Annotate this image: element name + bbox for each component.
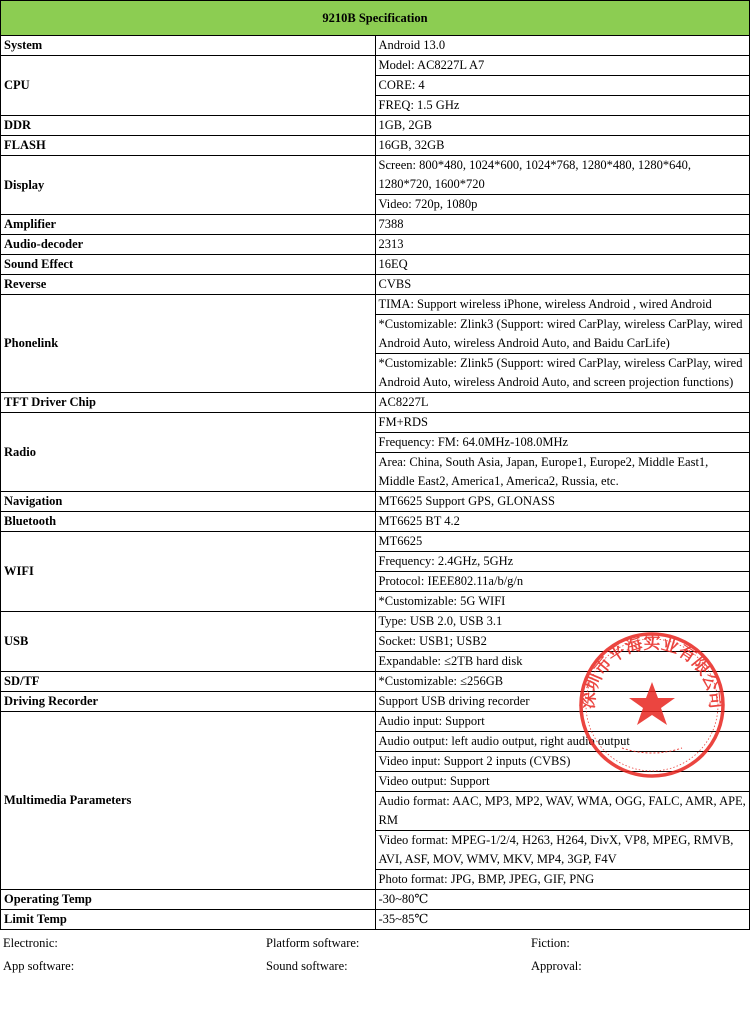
spec-value: Socket: USB1; USB2 xyxy=(375,632,750,652)
spec-row xyxy=(1,156,750,195)
spec-label: Display xyxy=(1,156,376,215)
spec-label: Audio-decoder xyxy=(1,235,376,255)
spec-row xyxy=(1,532,750,552)
spec-value: *Customizable: Zlink3 (Support: wired CarPlay, wireless CarPlay, wired Android Auto, wireless Android Auto, and Baidu CarLife) xyxy=(375,315,750,354)
spec-value: Video: 720p, 1080p xyxy=(375,195,750,215)
spec-label: Amplifier xyxy=(1,215,376,235)
spec-row xyxy=(1,255,750,275)
spec-value: CORE: 4 xyxy=(375,76,750,96)
spec-label: Phonelink xyxy=(1,295,376,393)
spec-value: Frequency: FM: 64.0MHz-108.0MHz xyxy=(375,433,750,453)
spec-label: WIFI xyxy=(1,532,376,612)
spec-row xyxy=(1,492,750,512)
spec-value: Audio input: Support xyxy=(375,712,750,732)
spec-value: Audio format: AAC, MP3, MP2, WAV, WMA, OGG, FALC, AMR, APE, RM xyxy=(375,792,750,831)
spec-label: Navigation xyxy=(1,492,376,512)
spec-label: Driving Recorder xyxy=(1,692,376,712)
spec-value: Screen: 800*480, 1024*600, 1024*768, 1280*480, 1280*640, 1280*720, 1600*720 xyxy=(375,156,750,195)
spec-row xyxy=(1,512,750,532)
spec-value: Photo format: JPG, BMP, JPEG, GIF, PNG xyxy=(375,870,750,890)
spec-value: 2313 xyxy=(375,235,750,255)
spec-label: SD/TF xyxy=(1,672,376,692)
spec-value: AC8227L xyxy=(375,393,750,413)
spec-value: -35~85℃ xyxy=(375,910,750,930)
spec-label: CPU xyxy=(1,56,376,116)
footer-fiction: Fiction: xyxy=(531,936,570,950)
spec-row xyxy=(1,910,750,930)
spec-value: FREQ: 1.5 GHz xyxy=(375,96,750,116)
spec-label: Reverse xyxy=(1,275,376,295)
seal-text: 深圳市平海实业有限公司 xyxy=(578,633,726,710)
spec-value: Video format: MPEG-1/2/4, H263, H264, DivX, VP8, MPEG, RMVB, AVI, ASF, MOV, WMV, MKV, MP4, 3GP, F4V xyxy=(375,831,750,870)
spec-value: Frequency: 2.4GHz, 5GHz xyxy=(375,552,750,572)
page-title: 9210B Specification xyxy=(1,1,750,36)
footer-row-2 xyxy=(0,955,750,978)
spec-label: Limit Temp xyxy=(1,910,376,930)
spec-label: Sound Effect xyxy=(1,255,376,275)
footer-row-1 xyxy=(0,932,750,955)
spec-value: Video input: Support 2 inputs (CVBS) xyxy=(375,752,750,772)
spec-value: *Customizable: Zlink5 (Support: wired CarPlay, wireless CarPlay, wired Android Auto, wireless Android Auto, and screen projection functions) xyxy=(375,354,750,393)
spec-row xyxy=(1,413,750,433)
company-seal-stamp xyxy=(577,630,727,780)
spec-label: System xyxy=(1,36,376,56)
spec-value: Audio output: left audio output, right audio output xyxy=(375,732,750,752)
spec-value: CVBS xyxy=(375,275,750,295)
spec-value: Model: AC8227L A7 xyxy=(375,56,750,76)
spec-label: Operating Temp xyxy=(1,890,376,910)
spec-value: *Customizable: 5G WIFI xyxy=(375,592,750,612)
spec-value: 7388 xyxy=(375,215,750,235)
spec-value: MT6625 Support GPS, GLONASS xyxy=(375,492,750,512)
spec-label: DDR xyxy=(1,116,376,136)
spec-row xyxy=(1,235,750,255)
spec-label: FLASH xyxy=(1,136,376,156)
spec-value: Protocol: IEEE802.11a/b/g/n xyxy=(375,572,750,592)
footer-approval: Approval: xyxy=(531,959,582,973)
spec-value: FM+RDS xyxy=(375,413,750,433)
spec-row xyxy=(1,612,750,632)
spec-row xyxy=(1,275,750,295)
spec-value: Type: USB 2.0, USB 3.1 xyxy=(375,612,750,632)
spec-label: TFT Driver Chip xyxy=(1,393,376,413)
spec-value: -30~80℃ xyxy=(375,890,750,910)
spec-label: Radio xyxy=(1,413,376,492)
spec-row xyxy=(1,393,750,413)
spec-label: Bluetooth xyxy=(1,512,376,532)
footer-platform-software: Platform software: xyxy=(266,936,360,950)
spec-row xyxy=(1,36,750,56)
spec-label: Multimedia Parameters xyxy=(1,712,376,890)
footer-app-software: App software: xyxy=(3,959,75,973)
spec-label: USB xyxy=(1,612,376,672)
spec-value: 16GB, 32GB xyxy=(375,136,750,156)
spec-row xyxy=(1,56,750,76)
spec-value: Android 13.0 xyxy=(375,36,750,56)
spec-value: Expandable: ≤2TB hard disk xyxy=(375,652,750,672)
spec-row xyxy=(1,116,750,136)
spec-value: Video output: Support xyxy=(375,772,750,792)
spec-row xyxy=(1,890,750,910)
footer-sound-software: Sound software: xyxy=(266,959,348,973)
spec-value: TIMA: Support wireless iPhone, wireless Android , wired Android xyxy=(375,295,750,315)
spec-value: MT6625 BT 4.2 xyxy=(375,512,750,532)
spec-value: MT6625 xyxy=(375,532,750,552)
spec-value: 16EQ xyxy=(375,255,750,275)
spec-value: Area: China, South Asia, Japan, Europe1, Europe2, Middle East1, Middle East2, America1, America2, Russia, etc. xyxy=(375,453,750,492)
spec-value: *Customizable: ≤256GB xyxy=(375,672,750,692)
footer-electronic: Electronic: xyxy=(3,936,58,950)
spec-row xyxy=(1,136,750,156)
spec-value: Support USB driving recorder xyxy=(375,692,750,712)
spec-row xyxy=(1,215,750,235)
spec-row xyxy=(1,295,750,315)
spec-value: 1GB, 2GB xyxy=(375,116,750,136)
